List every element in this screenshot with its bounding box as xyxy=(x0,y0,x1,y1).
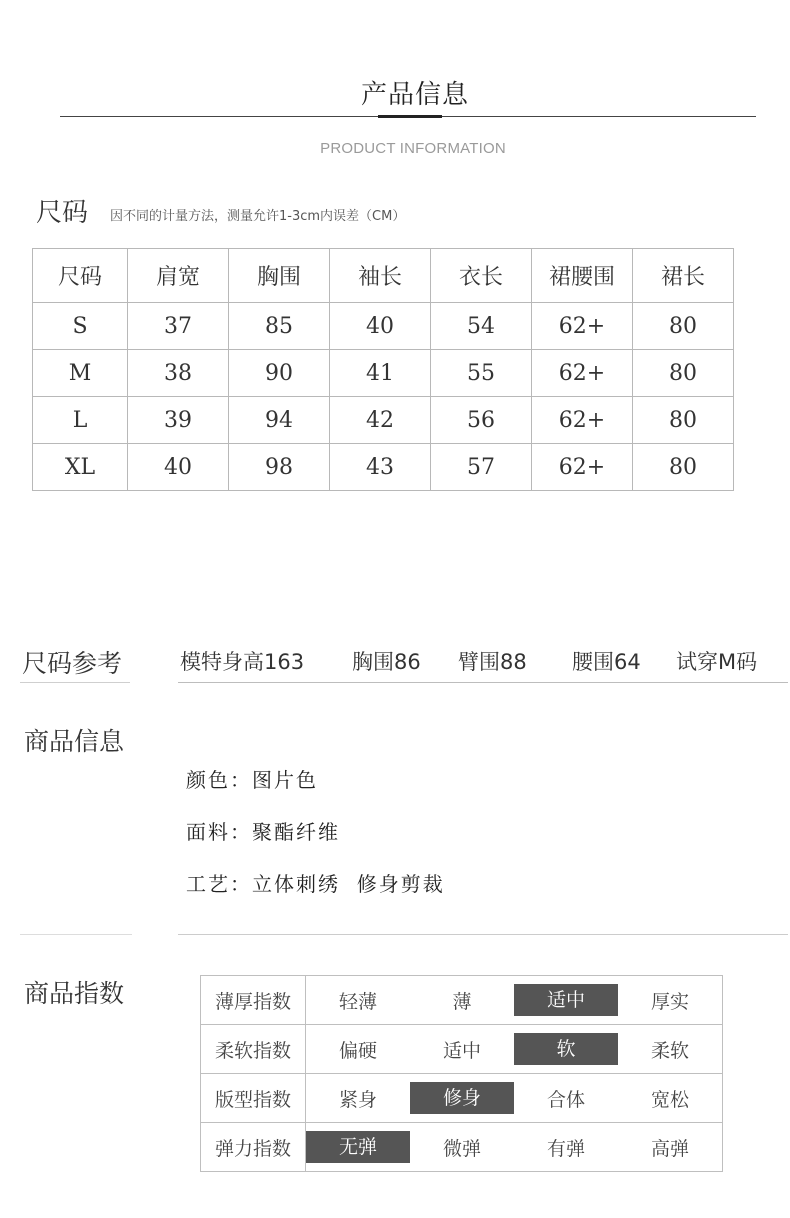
table-row xyxy=(33,303,734,350)
page-title: 产品信息 xyxy=(360,80,469,110)
table-cell: S xyxy=(33,303,128,350)
size-reference-item: 胸围86 xyxy=(352,650,421,674)
index-row-fit xyxy=(201,1074,723,1123)
size-heading: 尺码 xyxy=(36,198,89,228)
index-option-selected: 修身 xyxy=(410,1074,514,1123)
table-cell: 54 xyxy=(431,303,532,350)
table-cell: 80 xyxy=(633,444,734,491)
table-cell: 55 xyxy=(431,350,532,397)
index-option: 厚实 xyxy=(618,976,723,1025)
column-header: 袖长 xyxy=(330,249,431,303)
product-info-fabric: 面料：聚酯纤维 xyxy=(186,820,340,844)
size-reference-item: 臂围88 xyxy=(458,650,527,674)
table-cell: 98 xyxy=(229,444,330,491)
table-row xyxy=(33,350,734,397)
table-cell: 62+ xyxy=(532,350,633,397)
size-reference-heading: 尺码参考 xyxy=(22,649,123,678)
index-label: 柔软指数 xyxy=(201,1025,306,1074)
table-cell: 62+ xyxy=(532,397,633,444)
index-option: 高弹 xyxy=(618,1123,723,1172)
size-reference-item: 试穿M码 xyxy=(676,650,758,674)
index-option: 轻薄 xyxy=(306,976,411,1025)
index-option-selected: 无弹 xyxy=(306,1123,411,1172)
table-cell: 85 xyxy=(229,303,330,350)
table-cell: 62+ xyxy=(532,444,633,491)
index-option: 适中 xyxy=(410,1025,514,1074)
product-info-craft: 工艺：立体刺绣 修身剪裁 xyxy=(186,872,445,896)
table-cell: XL xyxy=(33,444,128,491)
table-row xyxy=(33,444,734,491)
table-cell: 41 xyxy=(330,350,431,397)
table-cell: 80 xyxy=(633,303,734,350)
index-option: 合体 xyxy=(514,1074,618,1123)
table-cell: 80 xyxy=(633,397,734,444)
index-option: 有弹 xyxy=(514,1123,618,1172)
product-index-heading: 商品指数 xyxy=(24,979,125,1008)
index-option-selected: 软 xyxy=(514,1025,618,1074)
table-cell: M xyxy=(33,350,128,397)
column-header: 裙腰围 xyxy=(532,249,633,303)
table-cell: 80 xyxy=(633,350,734,397)
title-divider-accent xyxy=(378,115,442,118)
column-header: 胸围 xyxy=(229,249,330,303)
table-cell: L xyxy=(33,397,128,444)
table-cell: 94 xyxy=(229,397,330,444)
product-index-table xyxy=(200,975,723,1172)
size-reference-item: 模特身高163 xyxy=(180,650,305,674)
size-reference-divider xyxy=(178,682,788,683)
table-cell: 90 xyxy=(229,350,330,397)
size-note: 因不同的计量方法，测量允许1-3cm内误差（CM） xyxy=(110,209,406,224)
table-cell: 57 xyxy=(431,444,532,491)
index-option: 微弹 xyxy=(410,1123,514,1172)
table-cell: 38 xyxy=(128,350,229,397)
column-header: 衣长 xyxy=(431,249,532,303)
index-option: 薄 xyxy=(410,976,514,1025)
size-table xyxy=(32,248,734,491)
section-divider xyxy=(178,934,788,935)
index-option: 宽松 xyxy=(618,1074,723,1123)
table-row xyxy=(33,397,734,444)
product-info-heading: 商品信息 xyxy=(24,727,125,756)
index-label: 弹力指数 xyxy=(201,1123,306,1172)
index-option: 偏硬 xyxy=(306,1025,411,1074)
index-option-selected: 适中 xyxy=(514,976,618,1025)
product-info-color: 颜色：图片色 xyxy=(186,768,318,792)
index-row-thickness xyxy=(201,976,723,1025)
size-reference-heading-underline xyxy=(20,682,130,683)
table-cell: 56 xyxy=(431,397,532,444)
index-row-softness xyxy=(201,1025,723,1074)
table-cell: 40 xyxy=(330,303,431,350)
index-option: 紧身 xyxy=(306,1074,411,1123)
table-cell: 43 xyxy=(330,444,431,491)
index-label: 薄厚指数 xyxy=(201,976,306,1025)
section-divider xyxy=(20,934,132,935)
table-cell: 42 xyxy=(330,397,431,444)
column-header: 肩宽 xyxy=(128,249,229,303)
column-header: 裙长 xyxy=(633,249,734,303)
page-subtitle: PRODUCT INFORMATION xyxy=(320,140,506,157)
column-header: 尺码 xyxy=(33,249,128,303)
index-row-elasticity xyxy=(201,1123,723,1172)
table-cell: 39 xyxy=(128,397,229,444)
size-table-header xyxy=(33,249,734,303)
table-cell: 37 xyxy=(128,303,229,350)
index-label: 版型指数 xyxy=(201,1074,306,1123)
index-option: 柔软 xyxy=(618,1025,723,1074)
table-cell: 62+ xyxy=(532,303,633,350)
table-cell: 40 xyxy=(128,444,229,491)
size-reference-item: 腰围64 xyxy=(572,650,641,674)
